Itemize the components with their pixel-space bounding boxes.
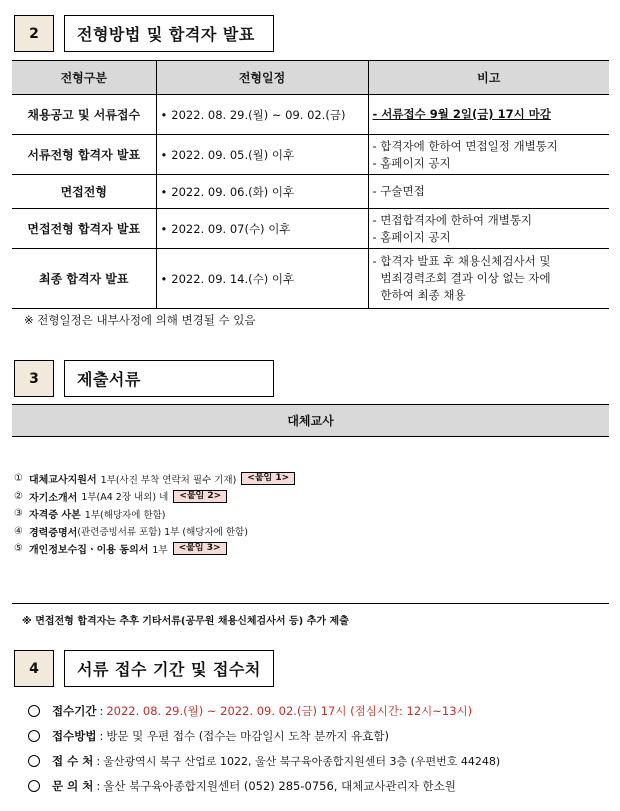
- stage-cell: 채용공고 및 서류접수: [12, 95, 156, 135]
- schedule-cell: • 2022. 09. 14.(수) 이후: [156, 249, 368, 309]
- attachment-tag: <붙임 1>: [241, 472, 295, 485]
- application-period-value: 2022. 08. 29.(월) ~ 2022. 09. 02.(금) 17시 (점심시간: 12시~13시): [106, 703, 473, 718]
- section-number: 2: [14, 15, 54, 52]
- schedule-cell: • 2022. 09. 06.(화) 이후: [156, 175, 368, 209]
- divider: [12, 603, 609, 604]
- schedule-cell: • 2022. 09. 07(수) 이후: [156, 209, 368, 249]
- circle-bullet-icon: [28, 755, 40, 767]
- notes-cell: - 구술면접: [368, 175, 609, 209]
- stage-cell: 최종 합격자 발표: [12, 249, 156, 309]
- attachment-tag: <붙임 2>: [173, 490, 227, 503]
- column-header: 전형일정: [156, 61, 368, 95]
- schedule-cell: • 2022. 09. 05.(월) 이후: [156, 135, 368, 175]
- stage-cell: 면접전형 합격자 발표: [12, 209, 156, 249]
- stage-cell: 서류전형 합격자 발표: [12, 135, 156, 175]
- stage-cell: 면접전형: [12, 175, 156, 209]
- table-row: [12, 175, 609, 209]
- circle-bullet-icon: [28, 780, 40, 792]
- section-4-header: [14, 650, 274, 687]
- section-2-header: [14, 15, 274, 52]
- table-row: [12, 135, 609, 175]
- schedule-table: [12, 60, 609, 309]
- notes-cell: - 합격자에 한하여 면접일정 개별통지 - 홈페이지 공지: [368, 135, 609, 175]
- deadline-note: - 서류접수 9월 2일(금) 17시 마감: [372, 107, 551, 121]
- list-item: 접수기간 : 2022. 08. 29.(월) ~ 2022. 09. 02.(금) 17시 (점심시간: 12시~13시): [28, 698, 500, 723]
- section-number: 4: [14, 650, 54, 687]
- list-item: 문 의 처 : 울산 북구육아종합지원센터 (052) 285-0756, 대체교사관리자 한소원: [28, 773, 500, 798]
- table-row: [12, 95, 609, 135]
- list-item: ③ 자격증 사본 1부(해당자에 한함): [14, 508, 166, 522]
- documents-list: [14, 470, 295, 558]
- section-title: 제출서류: [64, 360, 274, 397]
- circle-bullet-icon: [28, 705, 40, 717]
- schedule-cell: • 2022. 08. 29.(월) ~ 09. 02.(금): [156, 95, 368, 135]
- application-info-list: [28, 698, 500, 798]
- column-header: 비고: [368, 61, 609, 95]
- table-row: [12, 209, 609, 249]
- section-3-header: [14, 360, 274, 397]
- documents-table-header: 대체교사: [12, 404, 609, 437]
- section-number: 3: [14, 360, 54, 397]
- additional-documents-note: ※ 면접전형 합격자는 추후 기타서류(공무원 채용신체검사서 등) 추가 제출: [22, 616, 349, 627]
- notes-cell: - 면접합격자에 한하여 개별통지 - 홈페이지 공지: [368, 209, 609, 249]
- table-row: [12, 249, 609, 309]
- schedule-footnote: ※ 전형일정은 내부사정에 의해 변경될 수 있음: [24, 313, 256, 327]
- table-header-row: [12, 61, 609, 95]
- list-item: 접 수 처 : 울산광역시 북구 산업로 1022, 울산 북구육아종합지원센터 3층 (우편번호 44248): [28, 748, 500, 773]
- column-header: 전형구분: [12, 61, 156, 95]
- circle-bullet-icon: [28, 730, 40, 742]
- attachment-tag: <붙임 3>: [173, 542, 227, 555]
- list-item: ⑤ 개인정보수집ㆍ이용 동의서 1부 <붙임 3>: [14, 540, 295, 558]
- list-item: ① 대체교사지원서 1부(사진 부착 연락처 필수 기재) <붙임 1>: [14, 470, 295, 488]
- section-title: 전형방법 및 합격자 발표: [64, 15, 274, 52]
- list-item: 접수방법 : 방문 및 우편 접수 (접수는 마감일시 도착 분까지 유효함): [28, 723, 500, 748]
- list-item: ④ 경력증명서 (관련증빙서류 포함) 1부 (해당자에 한함): [14, 525, 248, 539]
- notes-cell: [368, 95, 609, 135]
- section-title: 서류 접수 기간 및 접수처: [64, 650, 274, 687]
- notes-cell: - 합격자 발표 후 채용신체검사서 및 범죄경력조회 결과 이상 없는 자에 한하여 최종 채용: [368, 249, 609, 309]
- list-item: ② 자기소개서 1부(A4 2장 내외) 네 <붙임 2>: [14, 488, 295, 506]
